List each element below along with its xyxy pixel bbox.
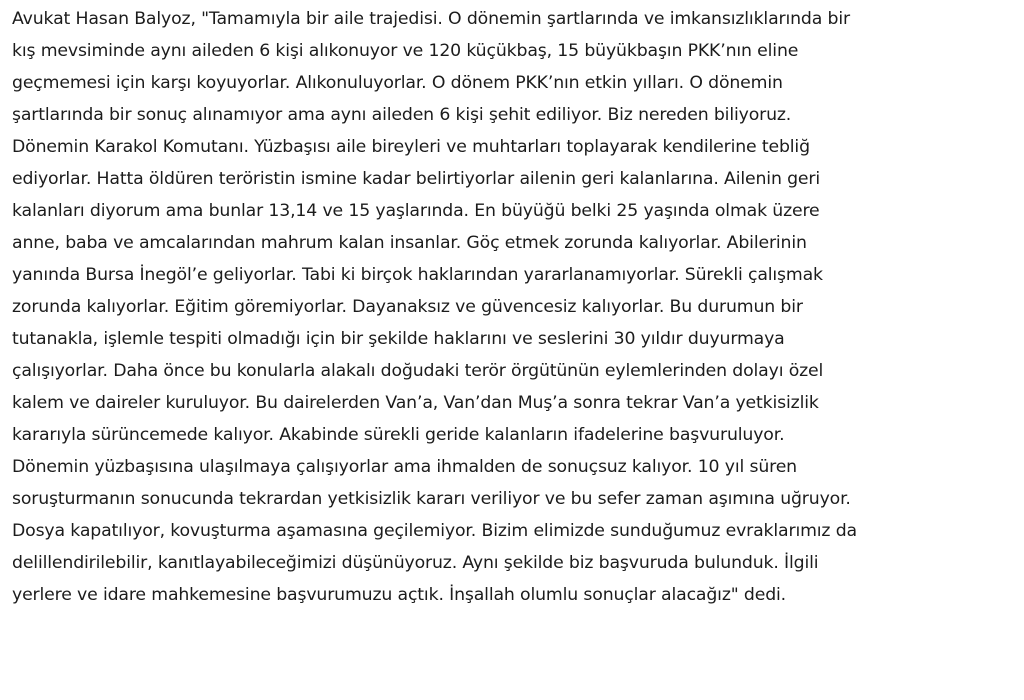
paragraph-line: delillendirilebilir, kanıtlayabileceğimizi düşünüyoruz. Aynı şekilde biz başvuruda bulunduk. İlgili [12, 553, 819, 573]
paragraph-line: Dönemin Karakol Komutanı. Yüzbaşısı aile bireyleri ve muhtarları toplayarak kendilerine tebliğ [12, 137, 810, 157]
paragraph-line: geçmemesi için karşı koyuyorlar. Alıkonuluyorlar. O dönem PKK’nın etkin yılları. O dönemin [12, 73, 783, 93]
paragraph-line: Dosya kapatılıyor, kovuşturma aşamasına geçilemiyor. Bizim elimizde sunduğumuz evraklarımız da [12, 521, 857, 541]
paragraph-line: tutanakla, işlemle tespiti olmadığı için bir şekilde haklarını ve seslerini 30 yıldır duyurmaya [12, 329, 785, 349]
paragraph-line: ediyorlar. Hatta öldüren teröristin ismine kadar belirtiyorlar ailenin geri kalanlarına. Ailenin geri [12, 169, 821, 189]
paragraph-line: kararıyla sürüncemede kalıyor. Akabinde sürekli geride kalanların ifadelerine başvuruluyor. [12, 425, 785, 445]
paragraph-line: soruşturmanın sonucunda tekrardan yetkisizlik kararı veriliyor ve bu sefer zaman aşımına uğruyor. [12, 489, 851, 509]
paragraph-line: zorunda kalıyorlar. Eğitim göremiyorlar. Dayanaksız ve güvencesiz kalıyorlar. Bu durumun bir [12, 297, 803, 317]
paragraph-line: Dönemin yüzbaşısına ulaşılmaya çalışıyorlar ama ihmalden de sonuçsuz kalıyor. 10 yıl süren [12, 457, 797, 477]
paragraph-line: yerlere ve idare mahkemesine başvurumuzu açtık. İnşallah olumlu sonuçlar alacağız" dedi. [12, 585, 787, 605]
paragraph-line: kalem ve daireler kuruluyor. Bu dairelerden Van’a, Van’dan Muş’a sonra tekrar Van’a yetkisizlik [12, 393, 819, 413]
paragraph-line: anne, baba ve amcalarından mahrum kalan insanlar. Göç etmek zorunda kalıyorlar. Abilerinin [12, 233, 807, 253]
paragraph-line: yanında Bursa İnegöl’e geliyorlar. Tabi ki birçok haklarından yararlanamıyorlar. Sürekli çalışmak [12, 265, 823, 285]
paragraph-line: şartlarında bir sonuç alınamıyor ama aynı aileden 6 kişi şehit ediliyor. Biz nereden biliyoruz. [12, 105, 792, 125]
paragraph-line: çalışıyorlar. Daha önce bu konularla alakalı doğudaki terör örgütünün eylemlerinden dolayı özel [12, 361, 824, 381]
paragraph-line: kış mevsiminde aynı aileden 6 kişi alıkonuyor ve 120 küçükbaş, 15 büyükbaşın PKK’nın eline [12, 41, 799, 61]
paragraph-line: Avukat Hasan Balyoz, "Tamamıyla bir aile trajedisi. O dönemin şartlarında ve imkansızlıklarında bir [12, 9, 850, 29]
paragraph-line: kalanları diyorum ama bunlar 13,14 ve 15 yaşlarında. En büyüğü belki 25 yaşında olmak üzere [12, 201, 820, 221]
article-paragraph [12, 3, 1024, 611]
